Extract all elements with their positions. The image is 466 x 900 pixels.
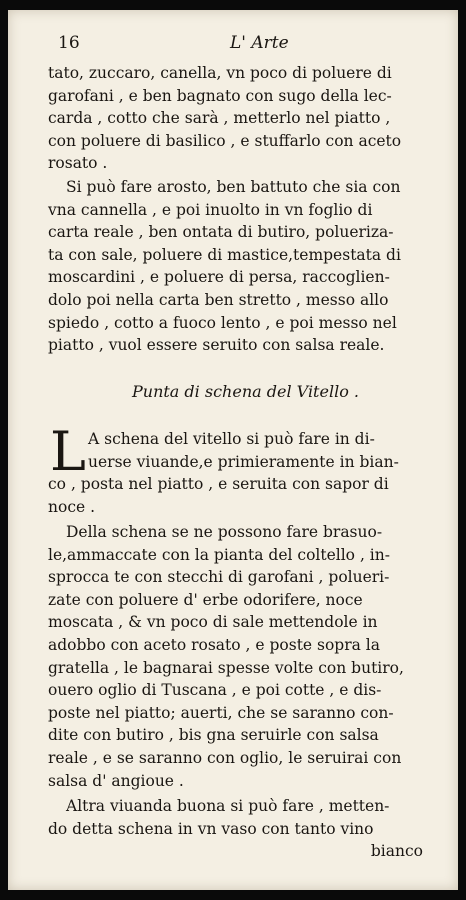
paragraph-3 bbox=[48, 428, 443, 518]
text-line: Altra viuanda buona si può fare , metten- bbox=[66, 797, 390, 815]
paragraph-1 bbox=[48, 62, 443, 175]
drop-capital: L bbox=[50, 420, 86, 483]
paragraph-4 bbox=[48, 521, 443, 792]
text-line: dolo poi nella carta ben stretto , messo allo bbox=[48, 290, 389, 309]
text-line: reale , e se saranno con oglio, le seruirai con bbox=[48, 748, 402, 767]
page-number: 16 bbox=[58, 33, 80, 53]
text-line: noce . bbox=[48, 497, 96, 516]
text-line: adobbo con aceto rosato , e poste sopra la bbox=[48, 635, 381, 654]
text-line: vna cannella , e poi inuolto in vn foglio di bbox=[48, 200, 373, 219]
text-line: do detta schena in vn vaso con tanto vino bbox=[48, 819, 374, 838]
text-line: Della schena se ne possono fare brasuo- bbox=[66, 523, 383, 541]
paragraph-5 bbox=[48, 795, 443, 863]
page-header bbox=[58, 33, 438, 57]
text-line: ouero oglio di Tuscana , e poi cotte , e dis- bbox=[48, 681, 382, 700]
section-heading: Punta di schena del Vitello . bbox=[132, 382, 359, 401]
text-line: salsa d' angioue . bbox=[48, 771, 184, 790]
text-line: carta reale , ben ontata di butiro, poluerizа- bbox=[48, 223, 394, 242]
text-line: dite con butiro , bis gna seruirle con salsa bbox=[48, 726, 379, 745]
text-line: le,ammaccate con la pianta del coltello , in- bbox=[48, 545, 390, 564]
text-line: carda , cotto che sarà , metterlo nel piatto , bbox=[48, 109, 391, 128]
text-line: co , posta nel piatto , e seruita con sapor di bbox=[48, 475, 389, 494]
text-line: piatto , vuol essere seruito con salsa reale. bbox=[48, 336, 385, 355]
text-line: rosato . bbox=[48, 154, 108, 173]
text-line: A schena del vitello si può fare in di- bbox=[88, 430, 375, 448]
text-line: uerse viuande,e primieramente in bian- bbox=[88, 452, 399, 471]
text-line: poste nel piatto; auerti, che se saranno con- bbox=[48, 703, 394, 722]
running-title: L' Arte bbox=[230, 33, 289, 53]
text-line: Si può fare arosto, ben battuto che sia con bbox=[66, 178, 401, 196]
text-line: tato, zuccaro, canella, vn poco di poluere di bbox=[48, 64, 392, 82]
text-line: zate con poluere d' erbe odorifere, noce bbox=[48, 590, 363, 609]
text-line: garofani , e ben bagnato con sugo della lec- bbox=[48, 86, 392, 105]
text-line: moscardini , e poluere di persa, raccoglien- bbox=[48, 268, 390, 287]
text-line: spiedo , cotto a fuoco lento , e poi messo nel bbox=[48, 313, 397, 332]
text-line: sprocca te con stecchi di garofani , poluerі- bbox=[48, 568, 390, 587]
catchword: bianco bbox=[370, 842, 423, 861]
text-line: con poluere di basilico , e stuffarlo con aceto bbox=[48, 131, 402, 150]
text-line: gratella , le bagnarai spesse volte con butiro, bbox=[48, 658, 404, 677]
text-line: moscata , & vn poco di sale mettendole in bbox=[48, 613, 378, 632]
paragraph-2 bbox=[48, 176, 443, 357]
text-line: ta con sale, poluere di mastice,tempestata di bbox=[48, 245, 401, 264]
